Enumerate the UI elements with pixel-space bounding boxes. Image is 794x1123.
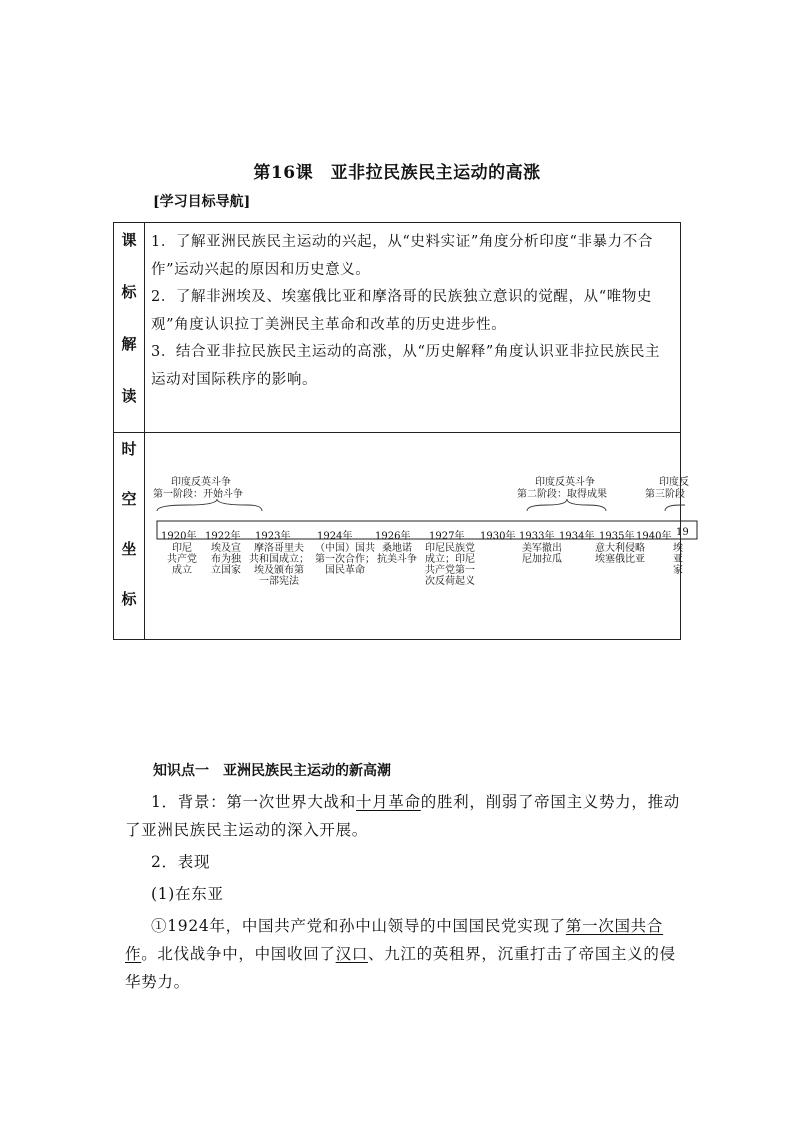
year-label: 1927年 — [429, 531, 465, 542]
phase-label — [659, 477, 689, 488]
side-char: 标 — [121, 283, 137, 301]
paragraph-background — [125, 788, 685, 844]
event-label: 美军撤出 尼加拉瓜 — [522, 543, 562, 565]
goal-item: 3．结合亚非拉民族民主运动的高涨，从“历史解释”角度认识亚非拉民族民主运动对国际秩序的影响。 — [151, 344, 661, 388]
phase-label — [153, 489, 243, 500]
goal-item: 1．了解亚洲民族民主运动的兴起，从“史料实证”角度分析印度“非暴力不合作”运动兴起的原因和历史意义。 — [151, 234, 653, 278]
text-run: 1．背景：第一次世界大战和 — [151, 793, 356, 811]
event-label: （中国）国共 第一次合作； 国民革命 — [315, 543, 375, 576]
year-label: 1922年 — [205, 531, 241, 542]
curriculum-goals — [145, 223, 681, 433]
timeline-row — [114, 433, 681, 640]
phase-subtitle: 第二阶段：取得成果 — [517, 489, 607, 500]
year-label: 1933年 — [519, 531, 555, 542]
paragraph-subheading: (1)在东亚 — [151, 885, 224, 903]
underlined-term: 第一次国共合作 — [125, 917, 664, 963]
event-label: 印尼民族党 成立；印尼 共产党第一 次反荷起义 — [425, 543, 475, 587]
text-run: ①1924年，中国共产党和孙中山领导的中国国民党实现了 — [151, 917, 566, 935]
year-label: 1930年 — [480, 531, 516, 542]
event-label: 摩洛哥里夫 共和国成立； 埃及颁布第 一部宪法 — [249, 543, 309, 587]
event-label: 桑地诺 抗美斗争 — [377, 543, 417, 565]
learning-goals-nav-label: [学习目标导航] — [153, 194, 251, 210]
timeline-diagram — [145, 433, 689, 637]
side-char: 标 — [121, 590, 137, 608]
side-char: 解 — [121, 335, 137, 353]
underlined-term: 汉口 — [335, 945, 369, 963]
goal-item: 2．了解非洲埃及、埃塞俄比亚和摩洛哥的民族独立意识的觉醒，从“唯物史观”角度认识拉丁美洲民主革命和改革的历史进步性。 — [151, 289, 653, 333]
phase-subtitle: 第三阶段 — [645, 489, 685, 500]
year-label: 1926年 — [375, 531, 411, 542]
side-char: 坐 — [121, 540, 137, 558]
event-label: 意大利侵略 埃塞俄比亚 — [595, 543, 645, 565]
text-run: 。北伐战争中，中国收回了 — [141, 945, 336, 963]
side-char: 课 — [121, 231, 137, 249]
side-char: 读 — [121, 387, 137, 405]
paragraph-east-asia — [125, 912, 685, 996]
knowledge-point-heading: 知识点一 亚洲民族民主运动的新高潮 — [153, 763, 391, 779]
lesson-title: 第16课 亚非拉民族民主运动的高涨 — [253, 163, 541, 183]
phase-label — [171, 477, 231, 488]
phase-brace — [157, 499, 262, 511]
phase-label — [535, 477, 595, 488]
curriculum-side-label — [114, 223, 145, 433]
phase-label — [645, 489, 685, 500]
curriculum-row — [114, 223, 681, 433]
phase-brace — [527, 499, 606, 511]
phase-label — [517, 489, 607, 500]
text-run: 的胜利，削弱了帝国主义势力，推动了亚洲民族民主运动的深入开展。 — [125, 793, 680, 839]
body-text — [125, 788, 685, 996]
year-label: 1935年 — [599, 531, 635, 542]
phase-title: 印度反英斗争 — [171, 477, 231, 488]
year-label: 1940年 — [636, 531, 672, 542]
underlined-term: 十月革命 — [355, 793, 421, 811]
phase-title: 印度反 — [659, 477, 689, 488]
year-label: 1924年 — [317, 531, 353, 542]
year-label: 19 — [676, 527, 689, 538]
paragraph-heading: 2．表现 — [151, 853, 211, 871]
event-label: 埃 亚 家 — [673, 543, 683, 576]
phase-subtitle: 第一阶段：开始斗争 — [153, 489, 243, 500]
text-run: 、九江的英租界，沉重打击了帝国主义的侵华势力。 — [125, 945, 676, 991]
phase-brace — [665, 505, 685, 511]
phase-title: 印度反英斗争 — [535, 477, 595, 488]
timeline-cell — [145, 433, 689, 640]
event-label: 印尼 共产党 成立 — [167, 543, 197, 576]
year-label: 1920年 — [161, 531, 197, 542]
timeline-side-label — [114, 433, 145, 640]
event-label: 埃及宣 布为独 立国家 — [211, 543, 241, 576]
side-char: 空 — [121, 490, 137, 508]
learning-goals-table — [113, 222, 689, 640]
year-label: 1934年 — [559, 531, 595, 542]
side-char: 时 — [121, 440, 137, 458]
year-label: 1923年 — [255, 531, 291, 542]
